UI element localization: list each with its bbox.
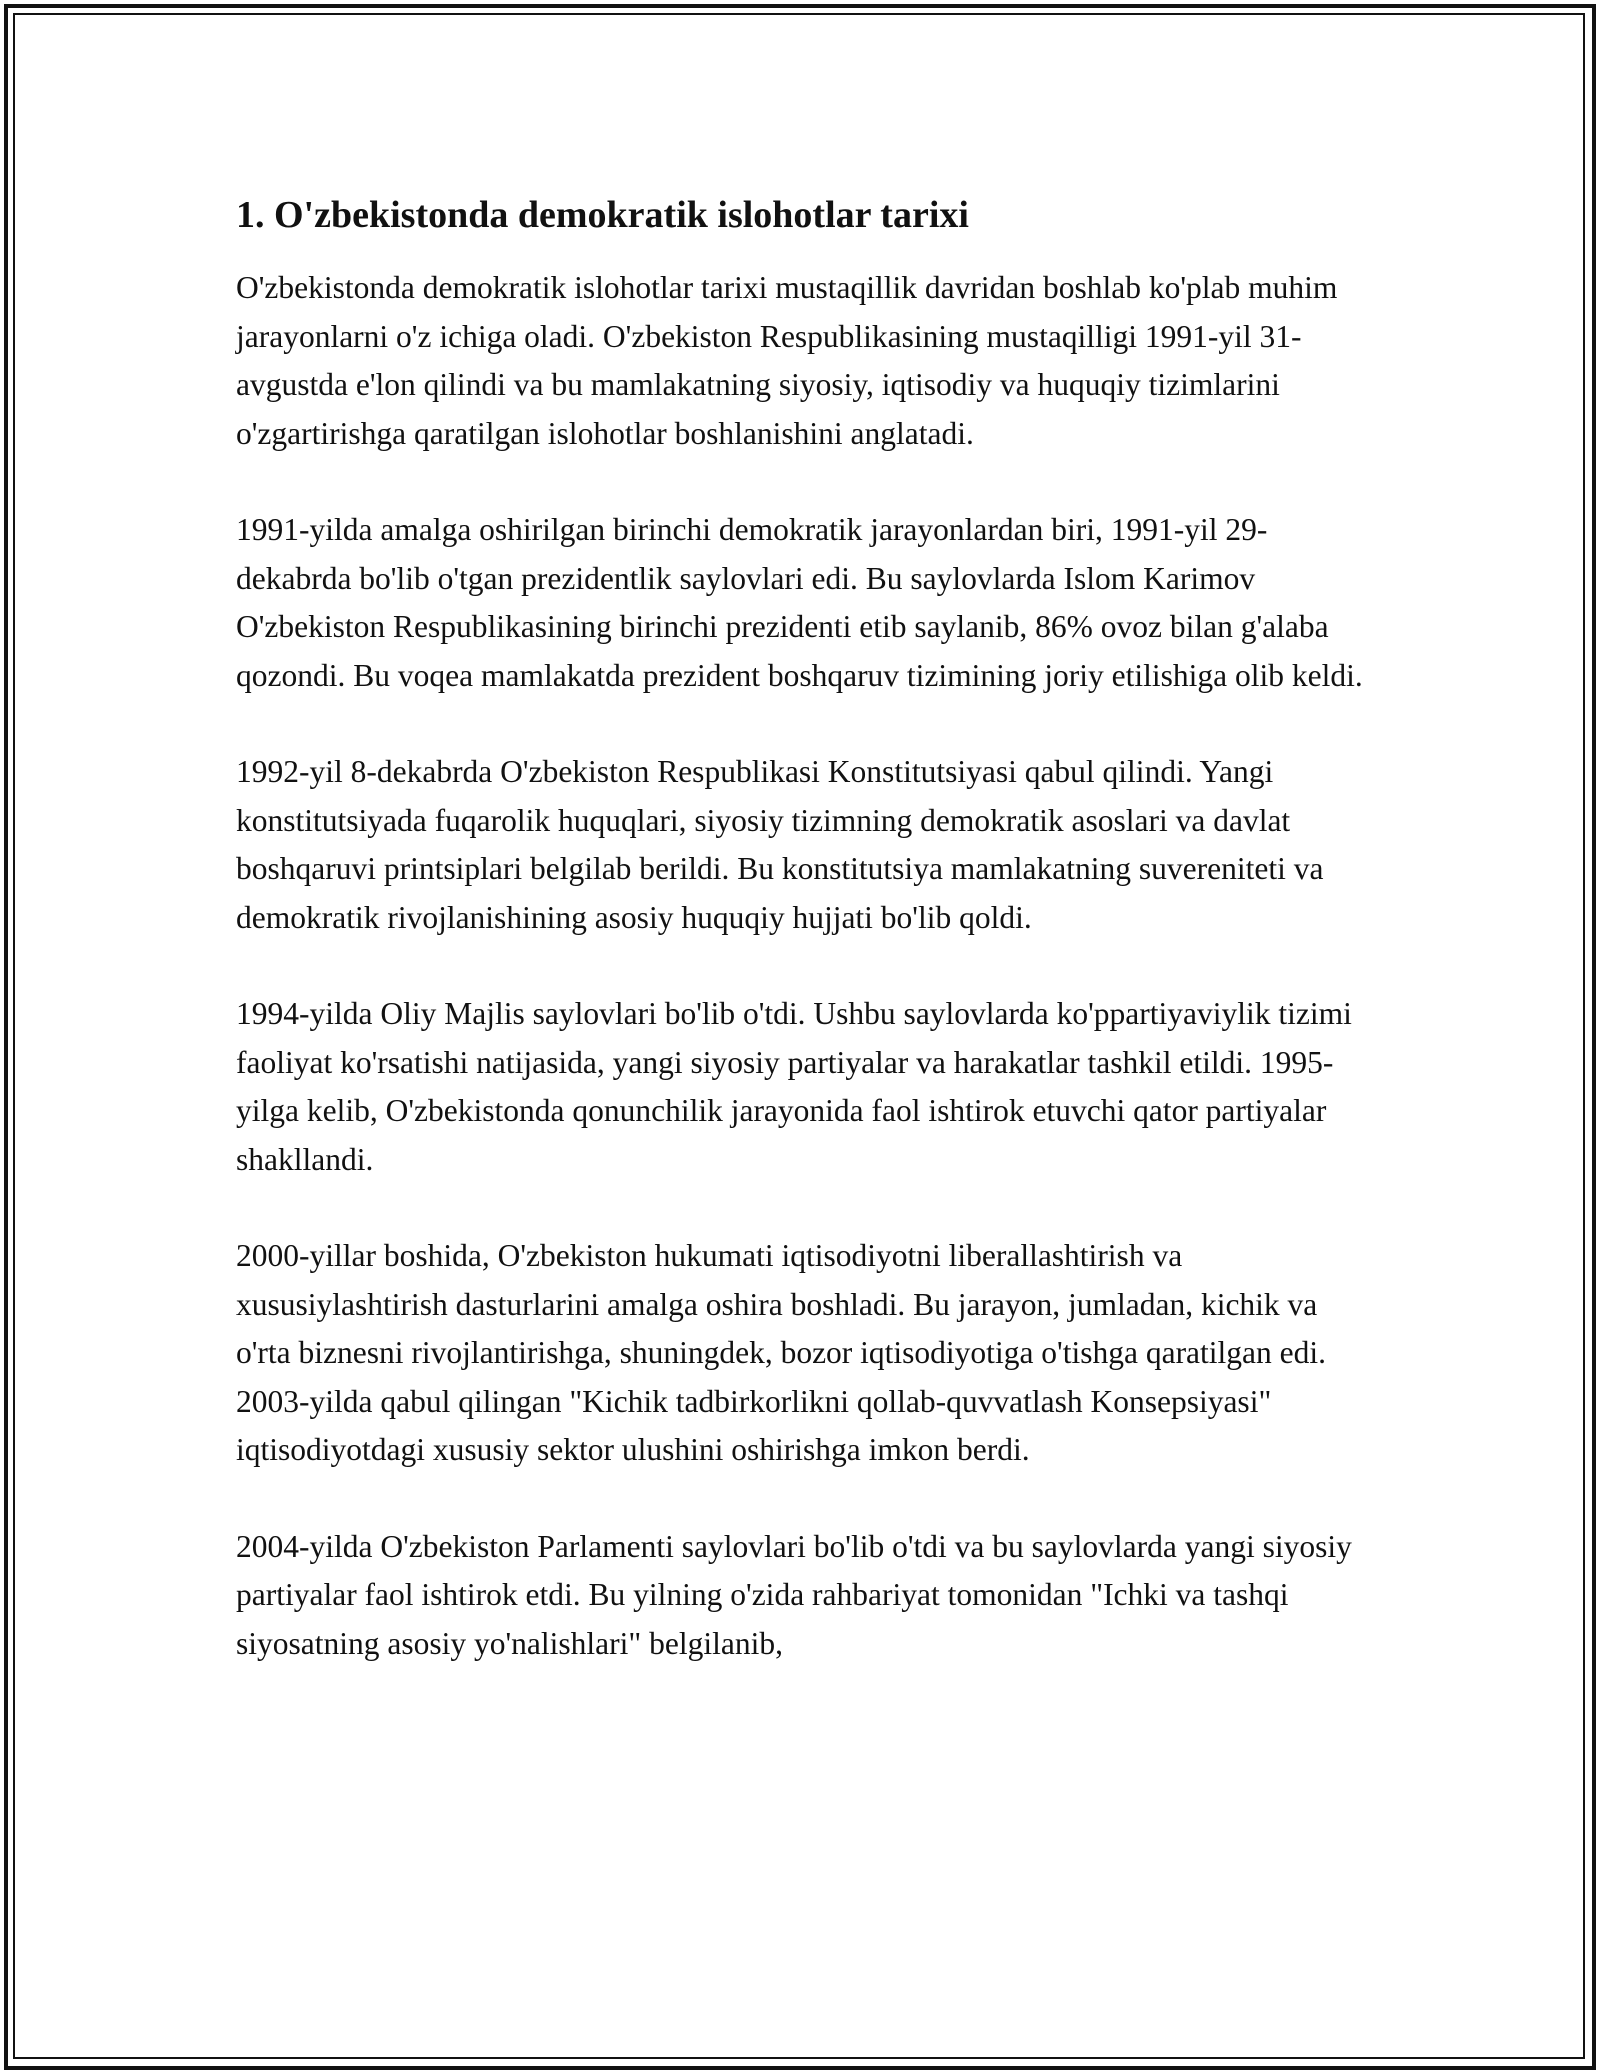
paragraph-1: O'zbekistonda demokratik islohotlar tarixi mustaqillik davridan boshlab ko'plab muhim jarayonlarni o'z ichiga oladi. O'zbekiston Respublikasining mustaqilligi 1991-yil 31-avgustda e'lon qilindi va bu mamlakatning siyosiy, iqtisodiy va huquqiy tizimlarini o'zgartirishga qaratilgan islohotlar boshlanishini anglatadi. [236, 270, 1338, 451]
document-body [236, 186, 1366, 1668]
section-heading: 1. O'zbekistonda demokratik islohotlar tarixi [236, 194, 969, 236]
paragraph-5: 2000-yillar boshida, O'zbekiston hukumati iqtisodiyotni liberallashtirish va xususiylashtirish dasturlarini amalga oshira boshladi. Bu jarayon, jumladan, kichik va o'rta biznesni rivojlantirishga, shuningdek, bozor iqtisodiyotiga o'tishga qaratilgan edi. 2003-yilda qabul qilingan "Kichik tadbirkorlikni qollab-quvvatlash Konsepsiyasi" iqtisodiyotdagi xususiy sektor ulushini oshirishga imkon berdi. [236, 1238, 1327, 1467]
paragraph-4: 1994-yilda Oliy Majlis saylovlari bo'lib o'tdi. Ushbu saylovlarda ko'ppartiyaviylik tizimi faoliyat ko'rsatishi natijasida, yangi siyosiy partiyalar va harakatlar tashkil etildi. 1995-yilga kelib, O'zbekistonda qonunchilik jarayonida faol ishtirok etuvchi qator partiyalar shakllandi. [236, 996, 1352, 1177]
paragraph-6: 2004-yilda O'zbekiston Parlamenti saylovlari bo'lib o'tdi va bu saylovlarda yangi siyosiy partiyalar faol ishtirok etdi. Bu yilning o'zida rahbariyat tomonidan "Ichki va tashqi siyosatning asosiy yo'nalishlari" belgilanib, [236, 1528, 1352, 1661]
paragraph-2: 1991-yilda amalga oshirilgan birinchi demokratik jarayonlardan biri, 1991-yil 29-dekabrda bo'lib o'tgan prezidentlik saylovlari edi. Bu saylovlarda Islom Karimov O'zbekiston Respublikasining birinchi prezidenti etib saylanib, 86% ovoz bilan g'alaba qozondi. Bu voqea mamlakatda prezident boshqaruv tizimining joriy etilishiga olib keldi. [236, 512, 1363, 693]
paragraph-3: 1992-yil 8-dekabrda O'zbekiston Respublikasi Konstitutsiyasi qabul qilindi. Yangi konstitutsiyada fuqarolik huquqlari, siyosiy tizimning demokratik asoslari va davlat boshqaruvi printsiplari belgilab berildi. Bu konstitutsiya mamlakatning suvereniteti va demokratik rivojlanishining asosiy huquqiy hujjati bo'lib qoldi. [236, 754, 1324, 935]
